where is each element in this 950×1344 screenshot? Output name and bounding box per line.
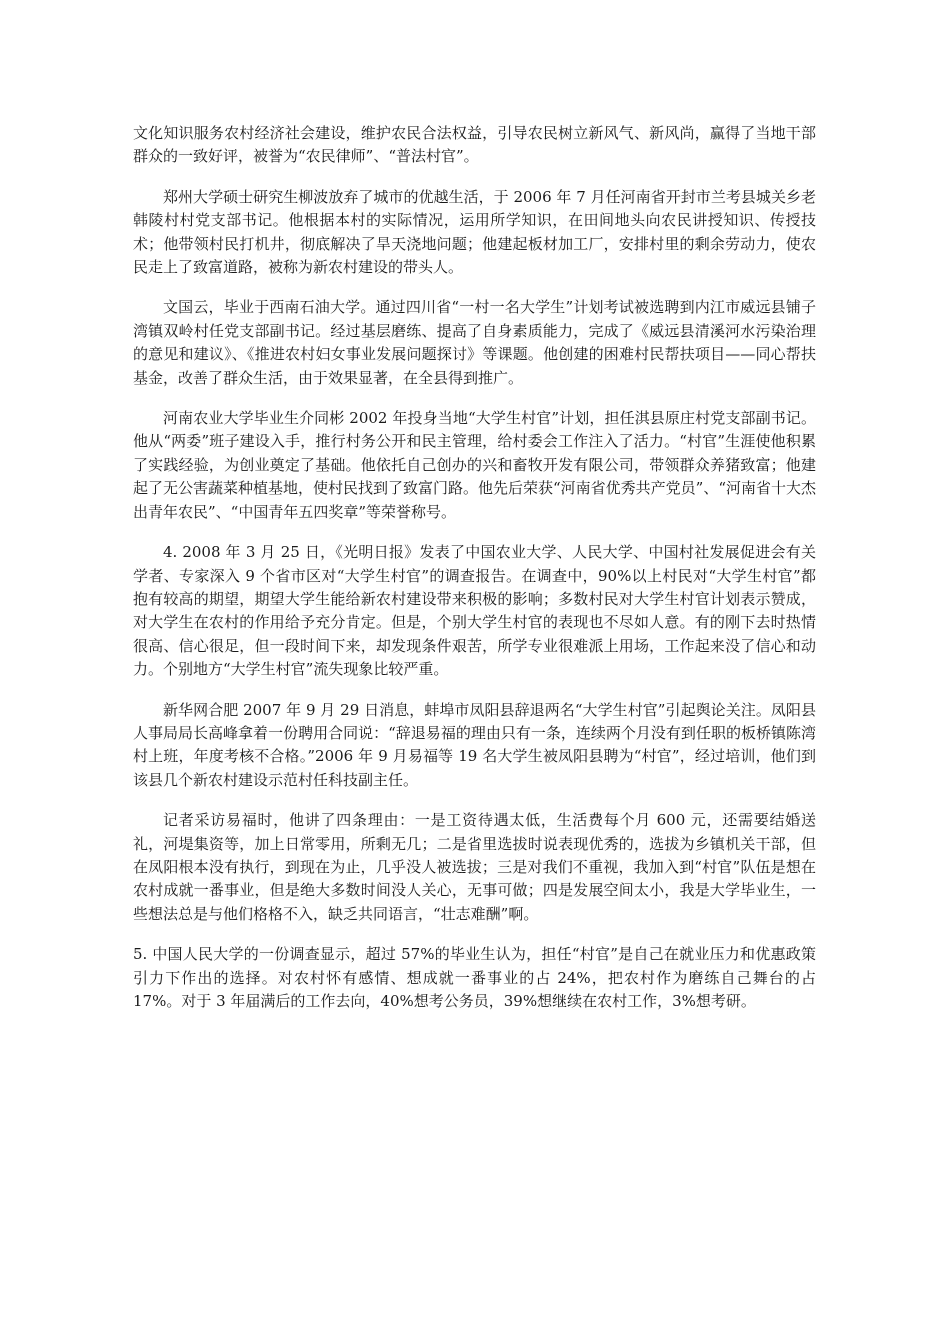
paragraph-guangming-daily-survey: 4. 2008 年 3 月 25 日，《光明日报》发表了中国农业大学、人民大学、中国村社发展促进会有关学者、专家深入 9 个省市区对“大学生村官”的调查报告。在调查中，90%以上村民对“大学生村官”都抱有较高的期望，期望大学生能给新农村建设带来积极的影响；多数村民对大学生村官计划表示赞成，对大学生在农村的作用给予充分肯定。但是，个别大学生村官的表现也不尽如人意。有的刚下去时热情很高、信心很足，但一段时间下来，却发现条件艰苦，所学专业很难派上用场，工作起来没了信心和动力。个别地方“大学生村官”流失现象比较严重。 [133,543,816,679]
paragraph-yi-fu-reasons: 记者采访易福时，他讲了四条理由：一是工资待遇太低，生活费每个月 600 元，还需要结婚送礼，河堤集资等，加上日常零用，所剩无几；二是省里选拔时说表现优秀的，选拔为乡镇机关干部，但在凤阳根本没有执行，到现在为止，几乎没人被选拔；三是对我们不重视，我加入到“村官”队伍是想在农村成就一番事业，但是绝大多数时间没人关心，无事可做；四是发展空间太小，我是大学毕业生，一些想法总是与他们格格不入，缺乏共同语言，“壮志难酬”啊。 [133,811,816,923]
paragraph-renmin-survey: 5. 中国人民大学的一份调查显示，超过 57%的毕业生认为，担任“村官”是自己在就业压力和优惠政策引力下作出的选择。对农村怀有感情、想成就一番事业的占 24%，把农村作为磨练自己舞台的占 17%。对于 3 年届满后的工作去向，40%想考公务员，39%想继续在农村工作，3%想考研。 [133,945,816,1010]
paragraph-rural-law-service: 文化知识服务农村经济社会建设，维护农民合法权益，引导农民树立新风气、新风尚，赢得了当地干部群众的一致好评，被誉为“农民律师”、“普法村官”。 [133,124,816,166]
paragraph-wen-guoyun: 文国云，毕业于西南石油大学。通过四川省“一村一名大学生”计划考试被选聘到内江市威远县铺子湾镇双岭村任党支部副书记。经过基层磨练、提高了自身素质能力，完成了《威远县清溪河水污染治理的意见和建议》、《推进农村妇女事业发展问题探讨》等课题。他创建的困难村民帮扶项目——同心帮扶基金，改善了群众生活，由于效果显著，在全县得到推广。 [133,298,816,387]
paragraph-liu-bo: 郑州大学硕士研究生柳波放弃了城市的优越生活，于 2006 年 7 月任河南省开封市兰考县城关乡老韩陵村村党支部书记。他根据本村的实际情况，运用所学知识，在田间地头向农民讲授知识、传授技术；他带领村民打机井，彻底解决了旱天浇地问题；他建起板材加工厂，安排村里的剩余劳动力，使农民走上了致富道路，被称为新农村建设的带头人。 [133,187,816,277]
paragraph-jie-tongbin: 河南农业大学毕业生介同彬 2002 年投身当地“大学生村官”计划，担任淇县原庄村党支部副书记。他从“两委”班子建设入手，推行村务公开和民主管理，给村委会工作注入了活力。“村官”生涯使他积累了实践经验，为创业奠定了基础。他依托自己创办的兴和畜牧开发有限公司，带领群众养猪致富；他建起了无公害蔬菜种植基地，使村民找到了致富门路。他先后荣获“河南省优秀共产党员”、“河南省十大杰出青年农民”、“中国青年五四奖章”等荣誉称号。 [133,409,817,521]
document-body [133,122,816,1013]
paragraph-fengyang-dismissal: 新华网合肥 2007 年 9 月 29 日消息，蚌埠市凤阳县辞退两名“大学生村官”引起舆论关注。凤阳县人事局局长高峰拿着一份聘用合同说：“辞退易福的理由只有一条，连续两个月没有到任职的板桥镇陈湾村上班，年度考核不合格。”2006 年 9 月易福等 19 名大学生被凤阳县聘为“村官”，经过培训，他们到该县几个新农村建设示范村任科技副主任。 [133,700,816,789]
